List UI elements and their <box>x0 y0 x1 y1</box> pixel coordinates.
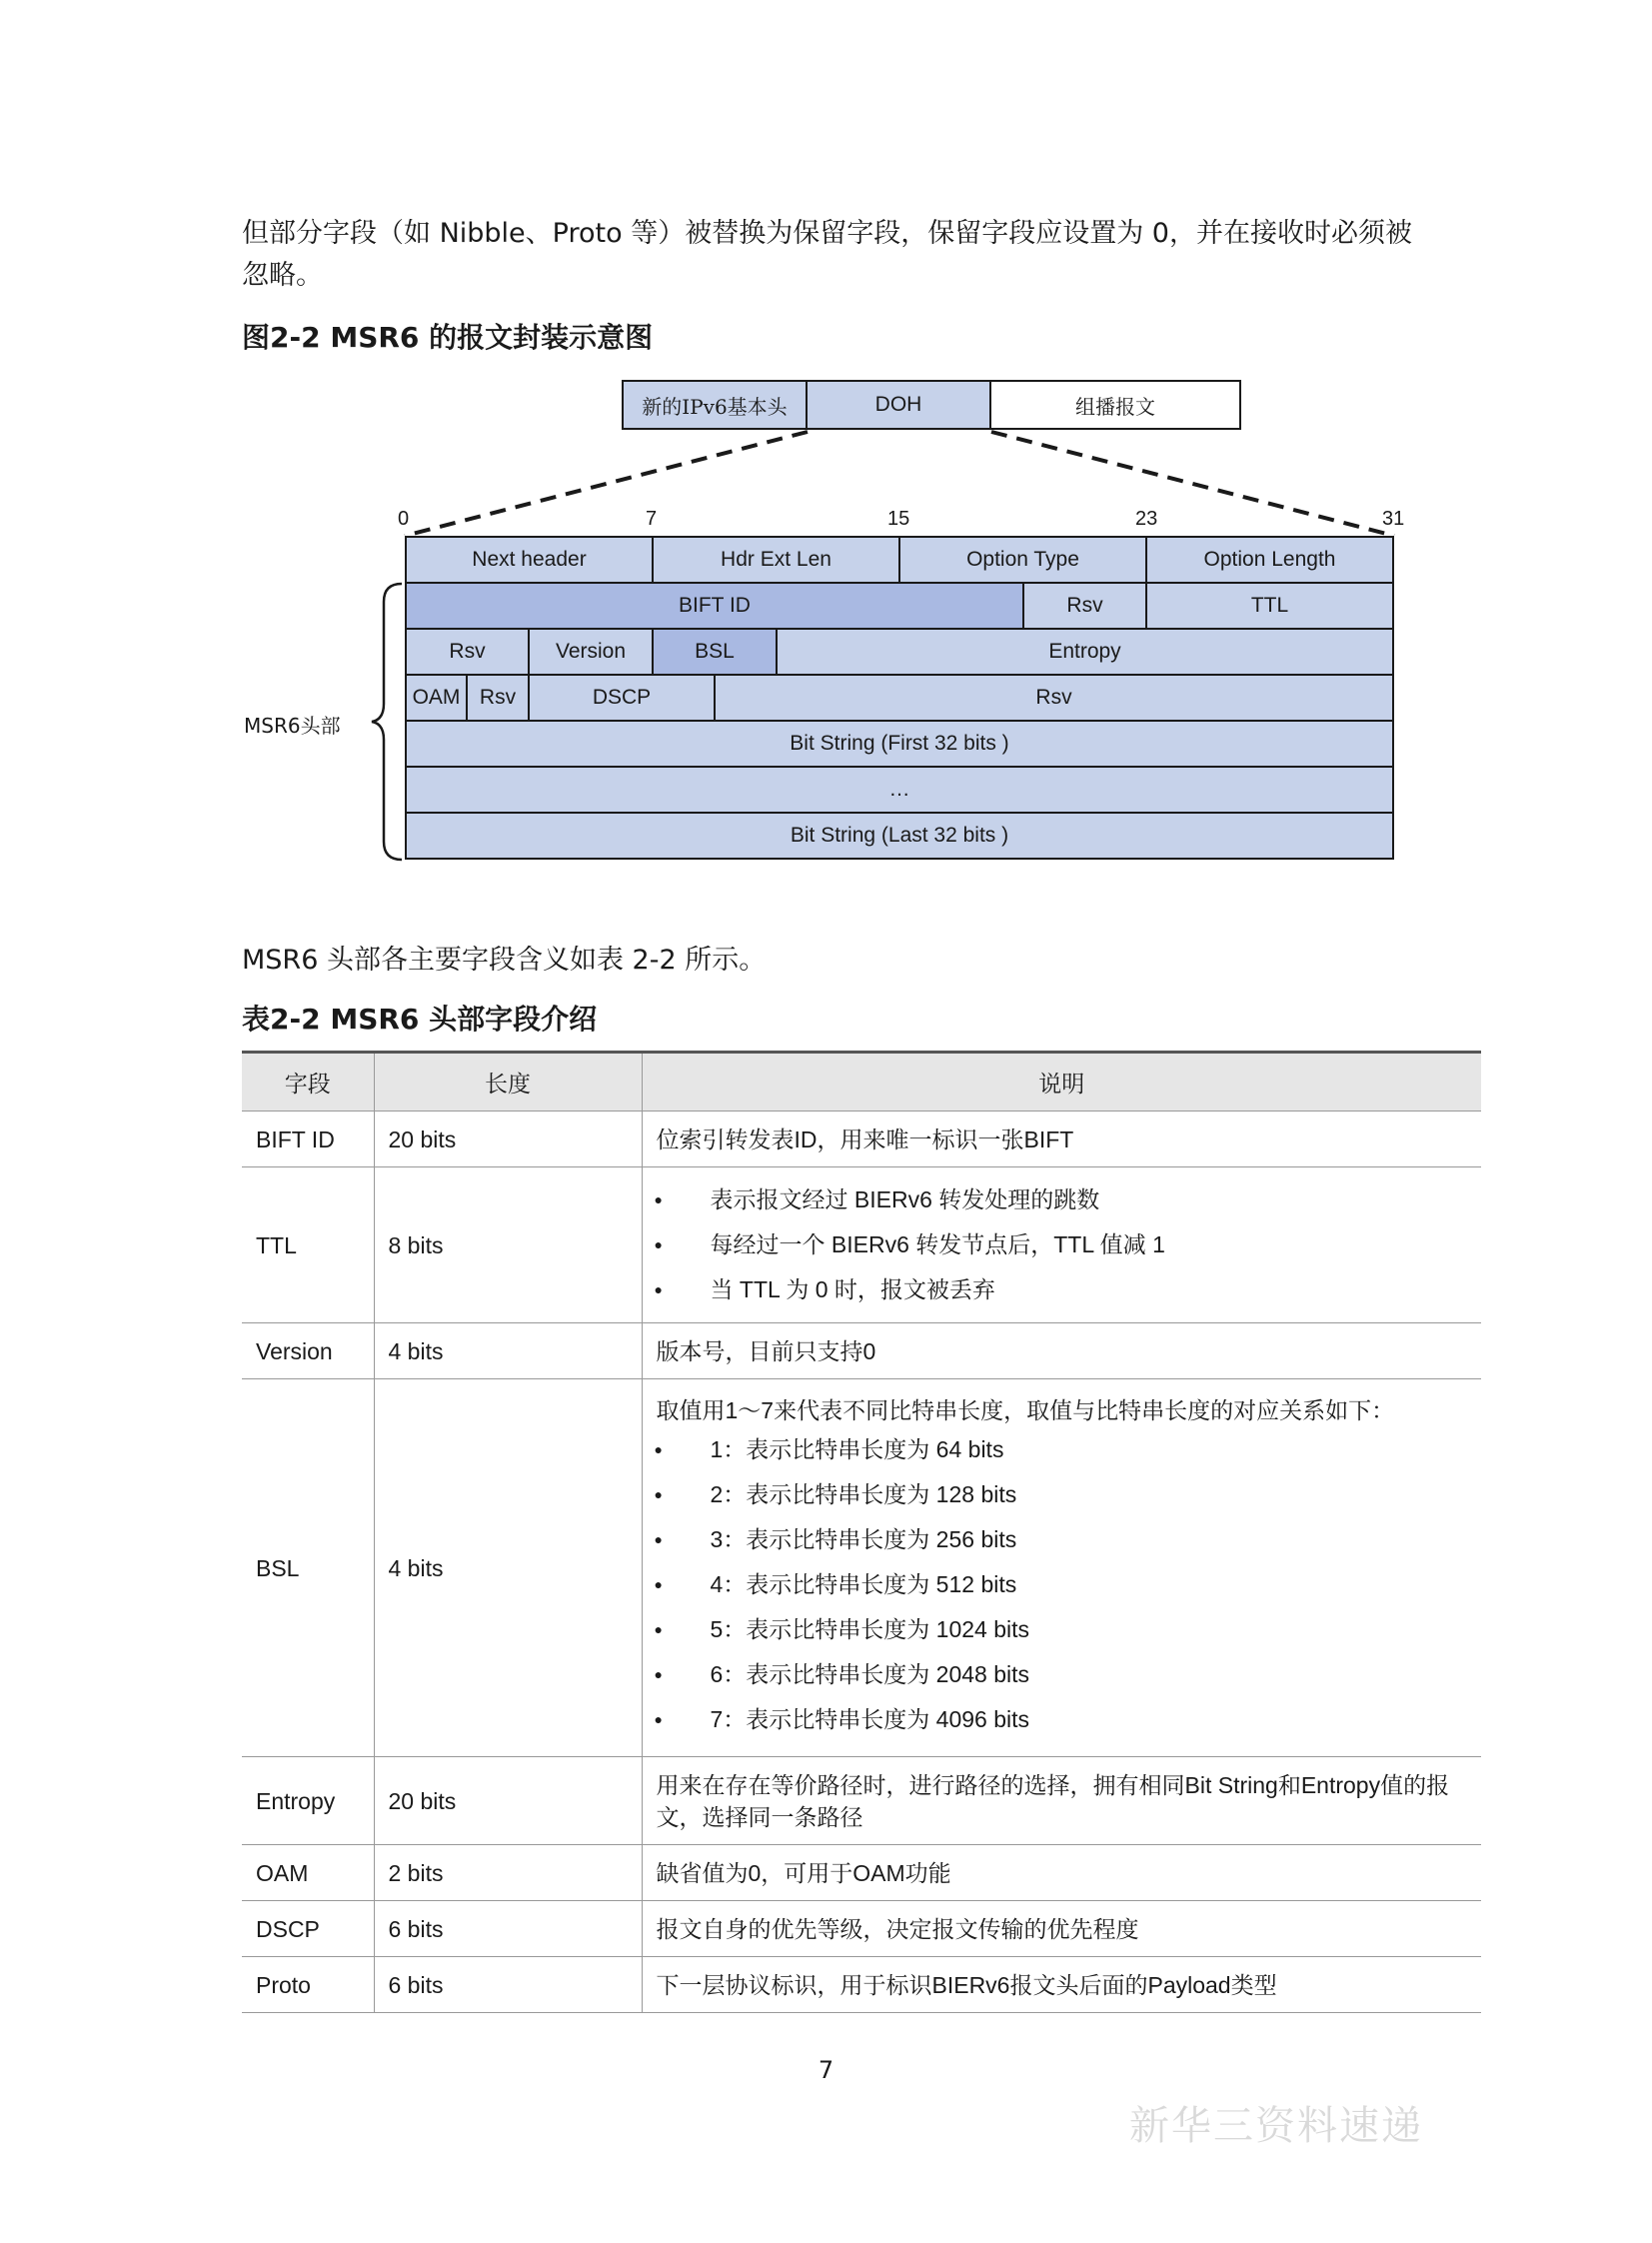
cell-description: 位索引转发表ID，用来唯一标识一张BIFT <box>642 1112 1481 1167</box>
cell-length: 8 bits <box>374 1167 642 1323</box>
cell-length: 6 bits <box>374 1957 642 2013</box>
list-item: ● 4：表示比特串长度为 512 bits <box>697 1562 1468 1607</box>
list-item: ● 1：表示比特串长度为 64 bits <box>697 1427 1468 1472</box>
cell-description: 报文自身的优先等级，决定报文传输的优先程度 <box>642 1901 1481 1957</box>
cell-length: 4 bits <box>374 1323 642 1379</box>
page-number: 7 <box>818 2056 834 2084</box>
field-next-header: Next header <box>405 536 654 584</box>
table-row <box>242 1379 1481 1757</box>
bit-number-7: 7 <box>646 508 658 530</box>
intro-paragraph <box>242 213 1481 297</box>
field-option-type: Option Type <box>898 536 1147 584</box>
field-hdr-ext-len: Hdr Ext Len <box>652 536 900 584</box>
table-intro: MSR6 头部各主要字段含义如表 2-2 所示。 <box>242 945 767 976</box>
packet-doh: DOH <box>806 380 991 430</box>
list-item: ● 2：表示比特串长度为 128 bits <box>697 1472 1468 1517</box>
field-ttl: TTL <box>1145 582 1394 630</box>
list-item: ● 5：表示比特串长度为 1024 bits <box>697 1607 1468 1652</box>
header-length: 长度 <box>374 1053 642 1112</box>
packet-multicast: 组播报文 <box>989 380 1241 430</box>
cell-field: OAM <box>242 1845 374 1901</box>
field-dscp: DSCP <box>528 674 716 722</box>
cell-description <box>642 1167 1481 1323</box>
bit-number-0: 0 <box>398 508 410 530</box>
field-oam: OAM <box>405 674 468 722</box>
list-item: ● 6：表示比特串长度为 2048 bits <box>697 1652 1468 1697</box>
field-rsv-1: Rsv <box>1022 582 1147 630</box>
field-bit-string-first: Bit String (First 32 bits ) <box>405 720 1394 768</box>
table-row <box>242 1323 1481 1379</box>
brace-icon <box>370 580 410 865</box>
field-version: Version <box>528 628 654 676</box>
field-bift-id: BIFT ID <box>405 582 1024 630</box>
bit-number-23: 23 <box>1135 508 1158 530</box>
table-row <box>242 1757 1481 1845</box>
table-row <box>242 1901 1481 1957</box>
table-row <box>242 1167 1481 1323</box>
cell-length: 20 bits <box>374 1757 642 1845</box>
cell-field: BSL <box>242 1379 374 1757</box>
table-caption: 表2-2 MSR6 头部字段介绍 <box>242 1003 598 1036</box>
field-rsv-2: Rsv <box>405 628 530 676</box>
cell-field: TTL <box>242 1167 374 1323</box>
header-field: 字段 <box>242 1053 374 1112</box>
field-ellipsis: … <box>405 766 1394 814</box>
bit-number-15: 15 <box>887 508 910 530</box>
table-header-row <box>242 1053 1481 1112</box>
msr6-header-label: MSR6头部 <box>244 714 341 738</box>
watermark: 新华三资料速递 <box>1129 2103 1423 2149</box>
list-item: ● 当 TTL 为 0 时，报文被丢弃 <box>697 1267 1468 1312</box>
field-bsl: BSL <box>652 628 778 676</box>
cell-field: BIFT ID <box>242 1112 374 1167</box>
field-rsv-4: Rsv <box>714 674 1394 722</box>
packet-ipv6-header: 新的IPv6基本头 <box>622 380 808 430</box>
field-option-length: Option Length <box>1145 536 1394 584</box>
table-row <box>242 1112 1481 1167</box>
intro-line-2: 忽略。 <box>242 260 323 291</box>
cell-description: 版本号，目前只支持0 <box>642 1323 1481 1379</box>
list-item: ● 3：表示比特串长度为 256 bits <box>697 1517 1468 1562</box>
cell-field: DSCP <box>242 1901 374 1957</box>
cell-length: 4 bits <box>374 1379 642 1757</box>
cell-field: Proto <box>242 1957 374 2013</box>
header-description: 说明 <box>642 1053 1481 1112</box>
field-entropy: Entropy <box>776 628 1394 676</box>
cell-description: 下一层协议标识，用于标识BIERv6报文头后面的Payload类型 <box>642 1957 1481 2013</box>
fields-table <box>242 1051 1481 2013</box>
bsl-description: 取值用1～7来代表不同比特串长度，取值与比特串长度的对应关系如下： <box>656 1397 1395 1423</box>
intro-line-1: 但部分字段（如 Nibble、Proto 等）被替换为保留字段，保留字段应设置为 0，并在接收时必须被 <box>242 218 1412 249</box>
cell-length: 2 bits <box>374 1845 642 1901</box>
cell-description: 用来在存在等价路径时，进行路径的选择，拥有相同Bit String和Entropy值的报文，选择同一条路径 <box>642 1757 1481 1845</box>
list-item: ● 7：表示比特串长度为 4096 bits <box>697 1697 1468 1742</box>
msr6-encapsulation-diagram <box>230 380 1459 880</box>
field-bit-string-last: Bit String (Last 32 bits ) <box>405 812 1394 860</box>
cell-field: Entropy <box>242 1757 374 1845</box>
cell-field: Version <box>242 1323 374 1379</box>
table-row <box>242 1957 1481 2013</box>
cell-description <box>642 1379 1481 1757</box>
cell-length: 20 bits <box>374 1112 642 1167</box>
list-item: ● 每经过一个 BIERv6 转发节点后，TTL 值减 1 <box>697 1222 1468 1267</box>
bit-number-31: 31 <box>1382 508 1405 530</box>
field-rsv-3: Rsv <box>466 674 530 722</box>
cell-length: 6 bits <box>374 1901 642 1957</box>
list-item: ● 表示报文经过 BIERv6 转发处理的跳数 <box>697 1177 1468 1222</box>
expansion-lines <box>230 380 1459 550</box>
table-row <box>242 1845 1481 1901</box>
cell-description: 缺省值为0，可用于OAM功能 <box>642 1845 1481 1901</box>
figure-caption: 图2-2 MSR6 的报文封装示意图 <box>242 321 654 354</box>
